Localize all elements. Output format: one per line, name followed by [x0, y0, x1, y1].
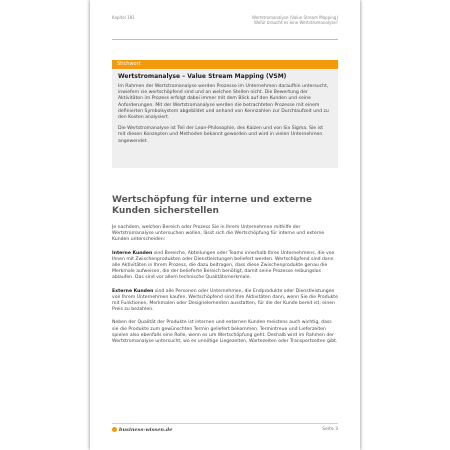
section-heading: Wertschöpfung für interne und externe Kunden sicherstellen — [112, 195, 313, 216]
page-footer — [112, 423, 338, 436]
keyword-box-paragraph-1: Im Rahmen der Wertstromanalyse werden Prozesse im Unternehmen daraufhin untersucht, inwiefern sie wertschöpfend sind und an welchen Stellen nicht. Die Bewertung der Aktivitäten im Prozess erfolgt dabei immer mit dem Blick auf den Kunden und seine Anforderungen. Mit der Wertstromanalyse werden die betrachteten Prozesse mit einem definierten Symbolsystem abgebildet und anhand von Kennzahlen zur Durchlaufzeit und zu den Kosten analysiert. — [118, 84, 329, 121]
keyword-box — [112, 60, 338, 168]
section-body — [112, 225, 338, 352]
external-customers-paragraph — [112, 289, 338, 314]
internal-customers-paragraph — [112, 251, 338, 282]
external-customers-term: Externe Kunden — [112, 288, 154, 294]
logo-dot-icon — [112, 427, 117, 432]
page-header — [112, 13, 338, 40]
closing-paragraph: Neben der Qualität der Produkte ist internen und externen Kunden meistens auch wichtig, dass sie die Produkte zum gewünschten Termin geliefert bekommen. Termintreue und Lieferzeiten spielen also ebenfalls eine Rolle, wenn es um Wertschöpfung geht. Deshalb wird im Rahmen der Wertstromanalyse untersucht, wo es unnötige Liegezeiten, Wartezeiten oder Transportzeiten gibt. — [112, 320, 338, 345]
internal-customers-text: sind Bereiche, Abteilungen oder Teams innerhalb Ihres Unternehmens, die von Ihnen mit Zwischenprodukten oder Dienstleistungen beliefert werden. Wertschöpfend sind dann alle Aktivitäten in Ihrem Prozess, die dazu beitragen, dass diese Zwischenprodukte genau die Merkmale aufweisen, die der belieferte Bereich benötigt, damit seine Prozesse reibungslos ablaufen. Das sind vor allem technische Qualitätsmerkmale. — [112, 250, 335, 281]
intro-paragraph: Je nachdem, welchen Bereich oder Prozess Sie in Ihrem Unternehmen mithilfe der Wertstromanalyse untersuchen wollen, lässt sich die Wertschöpfung für interne und externe Kunden unterscheiden: — [112, 225, 325, 243]
keyword-box-title: Wertstromanalyse – Value Stream Mapping (VSM) — [118, 73, 287, 80]
document-page — [90, 0, 360, 450]
header-topic: Wertstromanalyse (Value Stream Mapping) — [252, 15, 338, 20]
external-customers-text: sind alle Personen oder Unternehmen, die Endprodukte oder Dienstleistungen von Ihrem Unternehmen kaufen. Wertschöpfend sind Ihre Aktivitäten dann, wenn Sie die Produkte mit Funktionen, Merkmalen oder Designelementen ausstatten, für die der Kunde bereit ist, einen Preis zu bezahlen. — [112, 288, 338, 313]
page-number: Seite 3 — [322, 427, 338, 432]
internal-customers-term: Interne Kunden — [112, 250, 153, 256]
logo-text: business-wissen.de — [119, 427, 173, 433]
keyword-box-paragraph-2: Die Wertstromanalyse ist Teil der Lean-Philosophie, des Kaizen und von Six Sigma. Sie ist mit diesen Konzepten und Methoden bekannt geworden und wird in vielen Unternehmen angewendet. — [118, 126, 324, 144]
chapter-label: Kapitel 181 — [112, 15, 135, 20]
keyword-box-tag: Stichwort — [112, 60, 338, 69]
site-logo[interactable] — [112, 427, 172, 433]
header-subtopic: Wofür braucht es eine Wertstromanalyse? — [254, 20, 338, 25]
header-topic-block — [252, 15, 338, 25]
